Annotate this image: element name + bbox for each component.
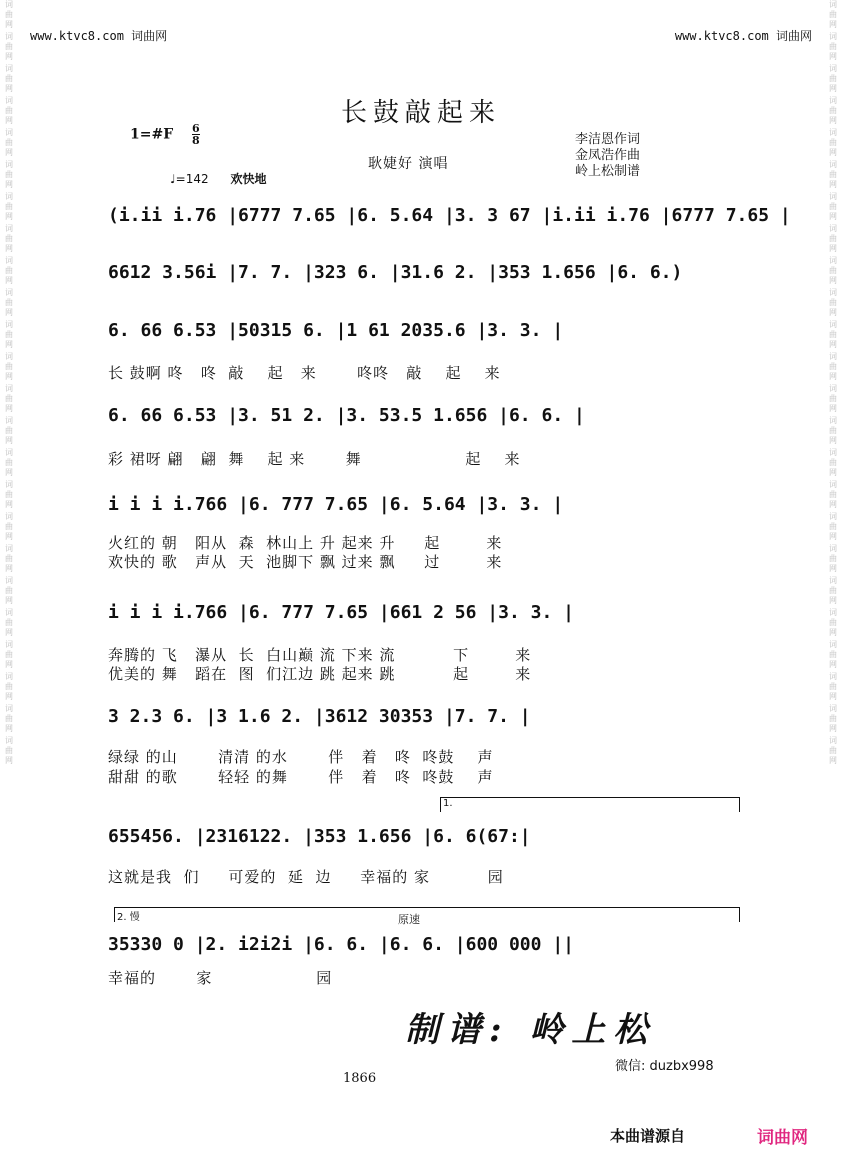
wechat-contact: 微信: duzbx998 [615, 1059, 714, 1074]
song-title: 长鼓敲起来 [340, 98, 501, 128]
notes: i i i i.766 |6. 777 7.65 |6. 5.64 |3. 3. | [108, 494, 564, 515]
meter-bottom: 8 [192, 134, 200, 147]
volta-2-bracket [114, 907, 740, 922]
arranger: 岭上松制谱 [575, 164, 641, 179]
composer: 金凤浩作曲 [575, 148, 641, 163]
notes: i i i i.766 |6. 777 7.65 |661 2 56 |3. 3. | [108, 602, 574, 623]
score-line-8 [100, 826, 746, 886]
key-signature [130, 123, 200, 146]
notes: 655456. |2316122. |353 1.656 |6. 6(67:| [108, 826, 531, 847]
volta-1-label: 1. [443, 798, 453, 809]
score-line-2 [100, 262, 746, 322]
credits [575, 132, 640, 180]
lyric-line: 欢快的 歌 声从 天 池脚下 飘 过来 飘 过 来 [108, 553, 503, 571]
score-line-9 [100, 934, 746, 994]
site-url-right: www.ktvc8.com 词曲网 [674, 29, 812, 43]
right-watermark-strip: 词曲网 词曲网 词曲网 词曲网 词曲网 词曲网 词曲网 词曲网 词曲网 词曲网 词曲网 词曲网 词曲网 词曲网 词曲网 词曲网 词曲网 词曲网 词曲网 词曲网 词曲网 词曲网 词曲网 词曲网 [829, 0, 837, 765]
page-number: 1866 [343, 1071, 377, 1086]
lyricist: 李洁恩作词 [575, 132, 641, 147]
score-line-6 [100, 602, 746, 683]
lyric-line: 火红的 朝 阳从 森 林山上 升 起来 升 起 来 [108, 534, 503, 552]
notes: 35330 0 |2. i2i2i |6. 6. |6. 6. |600 000 || [108, 934, 574, 955]
score-line-4 [100, 405, 746, 468]
score-line-7 [100, 706, 746, 786]
left-watermark-strip: 词曲网 词曲网 词曲网 词曲网 词曲网 词曲网 词曲网 词曲网 词曲网 词曲网 词曲网 词曲网 词曲网 词曲网 词曲网 词曲网 词曲网 词曲网 词曲网 词曲网 词曲网 词曲网 词曲网 词曲网 [5, 0, 13, 765]
source-label: 本曲谱源自 [610, 1127, 686, 1145]
meter-top: 6 [192, 122, 200, 135]
notes: 3 2.3 6. |3 1.6 2. |3612 30353 |7. 7. | [108, 706, 531, 727]
notes: 6. 66 6.53 |50315 6. |1 61 2035.6 |3. 3. | [108, 320, 564, 341]
mood: 欢快地 [230, 172, 267, 186]
bpm: ♩=142 [170, 172, 209, 186]
arranger-signature: 制谱: 岭上松 [405, 1010, 656, 1050]
tempo-marking [170, 170, 266, 187]
volta-1-bracket [440, 797, 740, 812]
score-line-5 [100, 494, 746, 571]
time-signature [192, 123, 200, 146]
source-brand-link[interactable]: 词曲网 [757, 1128, 808, 1148]
site-url-left: www.ktvc8.com 词曲网 [30, 29, 168, 43]
singer: 耿婕好 演唱 [368, 156, 449, 172]
key-label: 1=#F [130, 126, 174, 143]
notes: (i.ii i.76 |6777 7.65 |6. 5.64 |3. 3 67 |i.ii i.76 |6777 7.65 | [108, 205, 791, 226]
lyric-line: 幸福的 家 园 [108, 969, 333, 987]
lyric-line: 长 鼓啊 咚 咚 敲 起 来 咚咚 敲 起 来 [108, 364, 501, 382]
original-tempo-marking: 原速 [398, 913, 420, 926]
lyric-line: 绿绿 的山 清清 的水 伴 着 咚 咚鼓 声 [108, 748, 494, 766]
lyric-line: 彩 裙呀 翩 翩 舞 起 来 舞 起 来 [108, 450, 521, 468]
score-line-3 [100, 320, 746, 380]
lyric-line: 优美的 舞 蹈在 图 们江边 跳 起来 跳 起 来 [108, 665, 532, 683]
score-line-1 [100, 205, 791, 265]
lyric-line: 甜甜 的歌 轻轻 的舞 伴 着 咚 咚鼓 声 [108, 768, 494, 786]
notes: 6612 3.56i |7. 7. |323 6. |31.6 2. |353 1.656 |6. 6.) [108, 262, 683, 283]
notes: 6. 66 6.53 |3. 51 2. |3. 53.5 1.656 |6. 6. | [108, 405, 585, 426]
slow-marking: 慢 [129, 912, 140, 923]
lyric-line: 这就是我 们 可爱的 延 边 幸福的 家 园 [108, 868, 504, 886]
lyric-line: 奔腾的 飞 瀑从 长 白山巅 流 下来 流 下 来 [108, 646, 532, 664]
volta-2-label: 2. [117, 912, 127, 923]
